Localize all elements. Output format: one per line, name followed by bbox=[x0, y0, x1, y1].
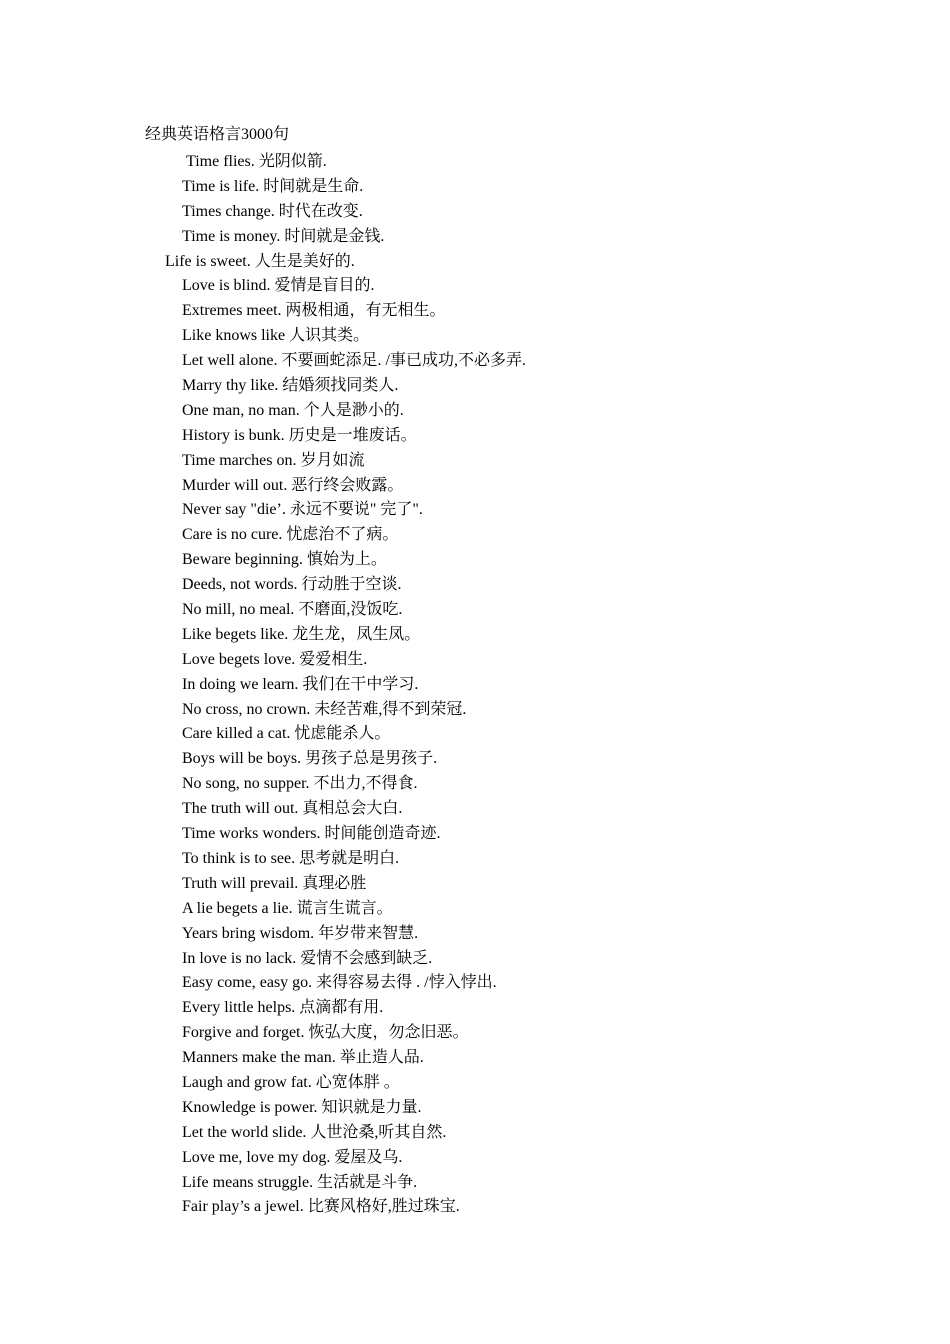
proverb-list bbox=[0, 150, 526, 1220]
proverb-line: Deeds, not words. 行动胜于空谈. bbox=[182, 576, 402, 594]
proverb-line: Knowledge is power. 知识就是力量. bbox=[182, 1098, 422, 1116]
proverb-line: Murder will out. 恶行终会败露。 bbox=[182, 476, 404, 494]
proverb-line: Life is sweet. 人生是美好的. bbox=[165, 252, 355, 270]
proverb-line: Marry thy like. 结婚须找同类人. bbox=[182, 377, 399, 395]
proverb-line: Times change. 时代在改变. bbox=[182, 202, 363, 220]
proverb-line: Time marches on. 岁月如流 bbox=[182, 451, 365, 469]
proverb-line: A lie begets a lie. 谎言生谎言。 bbox=[182, 899, 393, 917]
proverb-line: No mill, no meal. 不磨面,没饭吃. bbox=[182, 601, 403, 619]
proverb-line: In love is no lack. 爱情不会感到缺乏. bbox=[182, 949, 433, 967]
proverb-line: Every little helps. 点滴都有用. bbox=[182, 999, 384, 1017]
proverb-line: Love begets love. 爱爱相生. bbox=[182, 650, 368, 668]
proverb-line: Love me, love my dog. 爱屋及乌. bbox=[182, 1148, 403, 1166]
proverb-line: Care is no cure. 忧虑治不了病。 bbox=[182, 526, 399, 544]
proverb-line: Like begets like. 龙生龙，凤生凤。 bbox=[182, 625, 421, 643]
proverb-line: Life means struggle. 生活就是斗争. bbox=[182, 1173, 418, 1191]
proverb-line: Years bring wisdom. 年岁带来智慧. bbox=[182, 924, 419, 942]
proverb-line: Time flies. 光阴似箭. bbox=[186, 153, 327, 170]
proverb-line: Manners make the man. 举止造人品. bbox=[182, 1049, 424, 1067]
proverb-line: The truth will out. 真相总会大白. bbox=[182, 800, 403, 818]
proverb-line: Beware beginning. 慎始为上。 bbox=[182, 551, 387, 569]
proverb-line: Time is money. 时间就是金钱. bbox=[182, 227, 385, 245]
proverb-line: No song, no supper. 不出力,不得食. bbox=[182, 775, 418, 793]
proverb-line: Extremes meet. 两极相通，有无相生。 bbox=[182, 302, 446, 320]
proverb-line: Let well alone. 不要画蛇添足. /事已成功,不必多弄. bbox=[182, 352, 526, 370]
proverb-line: Let the world slide. 人世沧桑,听其自然. bbox=[182, 1123, 447, 1141]
proverb-line: To think is to see. 思考就是明白. bbox=[182, 849, 400, 867]
proverb-line: Boys will be boys. 男孩子总是男孩子. bbox=[182, 750, 438, 768]
proverb-line: Time works wonders. 时间能创造奇迹. bbox=[182, 825, 441, 843]
proverb-line: Like knows like 人识其类。 bbox=[182, 327, 370, 345]
proverb-line: One man, no man. 个人是渺小的. bbox=[182, 401, 404, 419]
proverb-line: Never say "die’. 永远不要说" 完了". bbox=[182, 501, 423, 519]
document-title: 经典英语格言3000句 bbox=[145, 126, 290, 143]
proverb-line: No cross, no crown. 未经苦难,得不到荣冠. bbox=[182, 700, 467, 718]
proverb-line: Forgive and forget. 恢弘大度，勿念旧恶。 bbox=[182, 1024, 469, 1042]
proverb-line: Truth will prevail. 真理必胜 bbox=[182, 874, 367, 892]
proverb-line: Easy come, easy go. 来得容易去得 . /悖入悖出. bbox=[182, 974, 497, 992]
proverb-line: Time is life. 时间就是生命. bbox=[182, 177, 364, 195]
proverb-line: Laugh and grow fat. 心宽体胖 。 bbox=[182, 1073, 400, 1091]
proverb-line: In doing we learn. 我们在干中学习. bbox=[182, 675, 419, 693]
proverb-line: History is bunk. 历史是一堆废话。 bbox=[182, 426, 417, 444]
proverb-line: Care killed a cat. 忧虑能杀人。 bbox=[182, 725, 391, 743]
proverb-line: Fair play’s a jewel. 比赛风格好,胜过珠宝. bbox=[182, 1198, 460, 1216]
proverb-line: Love is blind. 爱情是盲目的. bbox=[182, 277, 375, 295]
